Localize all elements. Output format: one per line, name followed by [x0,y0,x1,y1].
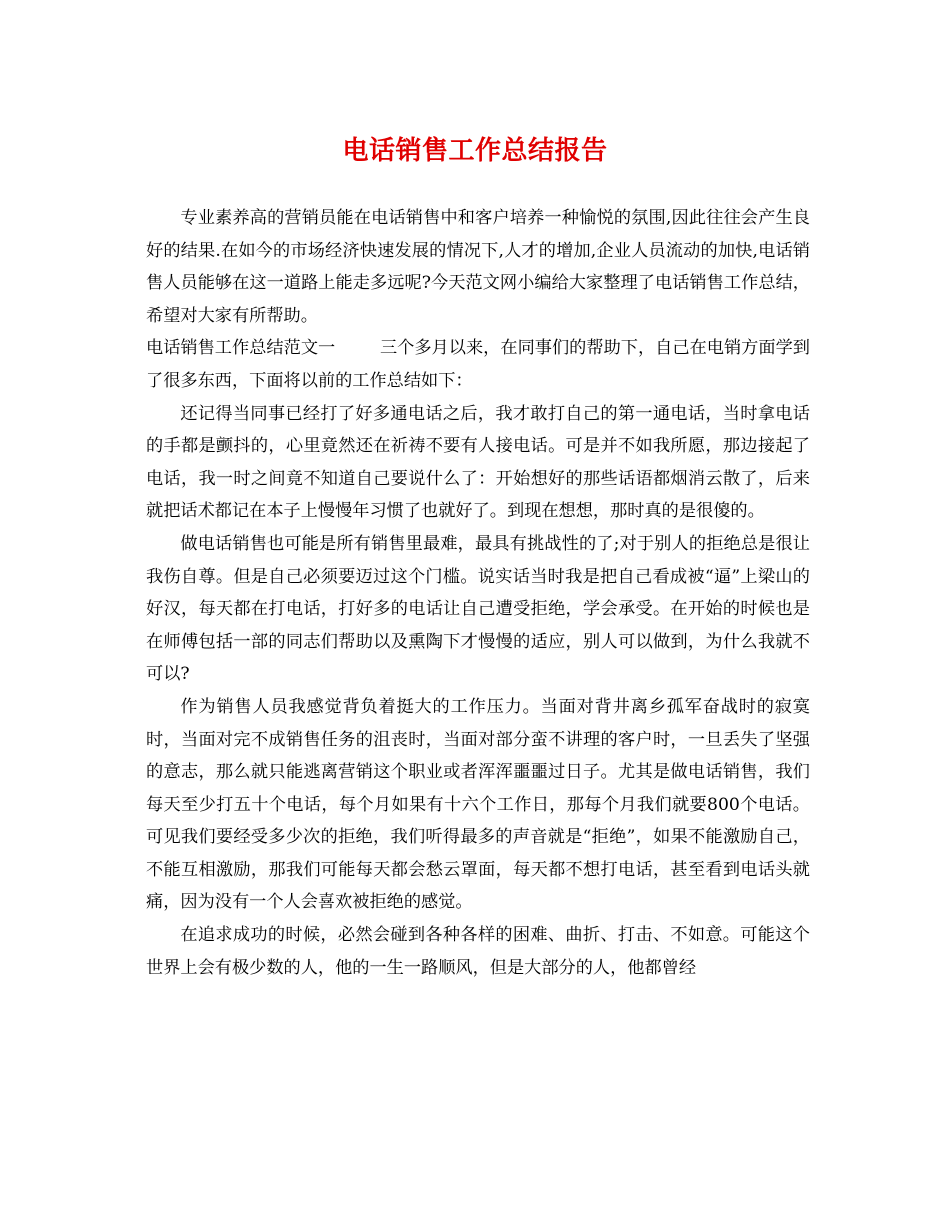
sample-intro: 三个多月以来，在同事们的帮助下，自己在电销方面学到了很多东西，下面将以前的工作总结如下： [146,338,810,391]
intro-paragraph: 专业素养高的营销员能在电话销售中和客户培养一种愉悦的氛围,因此往往会产生良好的结果.在如今的市场经济快速发展的情况下,人才的增加,企业人员流动的加快,电话销售人员能够在这一道路上能走多远呢?今天范文网小编给大家整理了电话销售工作总结，希望对大家有所帮助。 [146,208,810,326]
body-paragraph-first-call: 还记得当同事已经打了好多通电话之后，我才敢打自己的第一通电话，当时拿电话的手都是颤抖的，心里竟然还在祈祷不要有人接电话。可是并不如我所愿，那边接起了电话，我一时之间竟不知道自己要说什么了：开始想好的那些话语都烟消云散了，后来就把话术都记在本子上慢慢年习惯了也就好了。到现在想想，那时真的是很傻的。 [146,403,810,522]
body-paragraph-pressure: 作为销售人员我感觉背负着挺大的工作压力。当面对背井离乡孤军奋战时的寂寞时，当面对完不成销售任务的沮丧时，当面对部分蛮不讲理的客户时，一旦丢失了坚强的意志，那么就只能逃离营销这个职业或者浑浑噩噩过日子。尤其是做电话销售，我们每天至少打五十个电话，每个月如果有十六个工作日，那每个月我们就要800个电话。可见我们要经受多少次的拒绝，我们听得最多的声音就是“拒绝”，如果不能激励自己，不能互相激励，那我们可能每天都会愁云罩面，每天都不想打电话，甚至看到电话头就痛，因为没有一个人会喜欢被拒绝的感觉。 [146,696,810,913]
document-title: 电话销售工作总结报告 [342,136,608,166]
body-paragraph-rejection: 做电话销售也可能是所有销售里最难，最具有挑战性的了;对于别人的拒绝总是很让我伤自尊。但是自己必须要迈过这个门槛。说实话当时我是把自己看成被“逼”上梁山的好汉，每天都在打电话，打好多的电话让自己遭受拒绝，学会承受。在开始的时候也是在师傅包括一部的同志们帮助以及熏陶下才慢慢的适应，别人可以做到，为什么我就不可以? [146,533,810,685]
sample-heading: 电话销售工作总结范文一 [146,338,336,359]
body-paragraph-success: 在追求成功的时候，必然会碰到各种各样的困难、曲折、打击、不如意。可能这个世界上会有极少数的人，他的一生一路顺风，但是大部分的人，他都曾经 [146,925,810,978]
document-body [146,202,810,984]
sample-paragraph [146,332,810,397]
